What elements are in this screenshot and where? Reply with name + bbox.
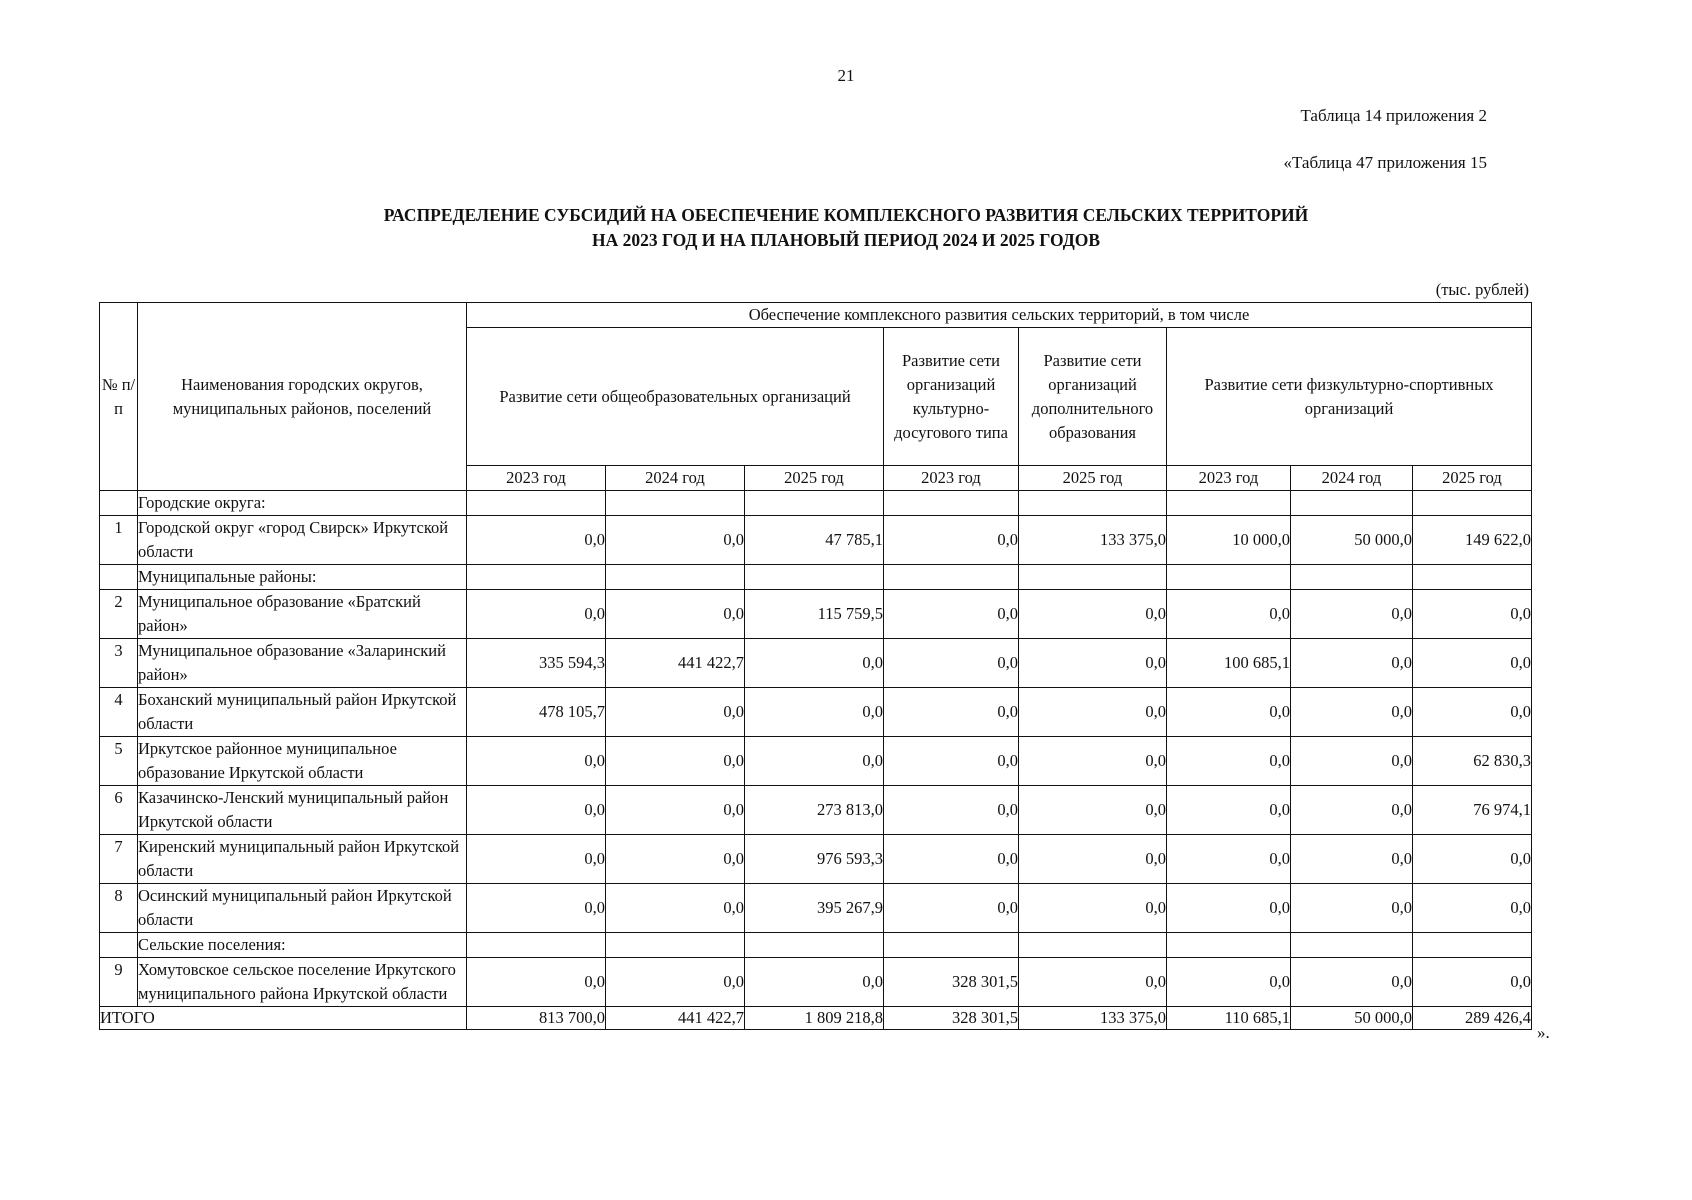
group-label: Сельские поселения:: [138, 933, 467, 958]
empty-cell: [1413, 933, 1532, 958]
page-number: 21: [837, 66, 855, 85]
value-cell: 0,0: [606, 786, 745, 835]
document-title: [0, 203, 1692, 253]
municipality-name: Иркутское районное муниципальное образование Иркутской области: [138, 737, 467, 786]
header-year: 2023 год: [1167, 466, 1291, 491]
total-label: ИТОГО: [100, 1007, 467, 1030]
value-cell: 0,0: [1019, 639, 1167, 688]
total-value: 813 700,0: [467, 1007, 606, 1030]
value-cell: 0,0: [1291, 590, 1413, 639]
document-title-line-1: РАСПРЕДЕЛЕНИЕ СУБСИДИЙ НА ОБЕСПЕЧЕНИЕ КОМПЛЕКСНОГО РАЗВИТИЯ СЕЛЬСКИХ ТЕРРИТОРИЙ: [383, 205, 1309, 225]
group-row: [100, 491, 1532, 516]
table-row: [100, 786, 1532, 835]
value-cell: 0,0: [1291, 688, 1413, 737]
table-reference: Таблица 14 приложения 2: [1300, 106, 1487, 125]
total-value: 110 685,1: [1167, 1007, 1291, 1030]
value-cell: 0,0: [467, 835, 606, 884]
value-cell: 0,0: [1413, 884, 1532, 933]
value-cell: 0,0: [884, 516, 1019, 565]
table-reference-secondary: «Таблица 47 приложения 15: [1283, 153, 1487, 172]
value-cell: 0,0: [1019, 786, 1167, 835]
subsidies-table: [99, 302, 1532, 1030]
value-cell: 0,0: [467, 590, 606, 639]
value-cell: 133 375,0: [1019, 516, 1167, 565]
value-cell: 62 830,3: [1413, 737, 1532, 786]
value-cell: 328 301,5: [884, 958, 1019, 1007]
empty-cell: [1019, 933, 1167, 958]
total-value: 289 426,4: [1413, 1007, 1532, 1030]
empty-cell: [1291, 491, 1413, 516]
row-number: 4: [100, 688, 138, 737]
empty-cell: [1167, 565, 1291, 590]
empty-cell: [1291, 565, 1413, 590]
empty-cell: [606, 491, 745, 516]
municipality-name: Муниципальное образование «Заларинский район»: [138, 639, 467, 688]
value-cell: 0,0: [884, 884, 1019, 933]
header-group: Обеспечение комплексного развития сельских территорий, в том числе: [467, 303, 1532, 328]
total-value: 328 301,5: [884, 1007, 1019, 1030]
value-cell: 395 267,9: [745, 884, 884, 933]
municipality-name: Муниципальное образование «Братский район»: [138, 590, 467, 639]
value-cell: 0,0: [606, 688, 745, 737]
value-cell: 0,0: [467, 958, 606, 1007]
table-row: [100, 835, 1532, 884]
value-cell: 100 685,1: [1167, 639, 1291, 688]
row-number: 2: [100, 590, 138, 639]
units-label: (тыс. рублей): [1435, 280, 1529, 299]
value-cell: 0,0: [745, 688, 884, 737]
value-cell: 0,0: [1019, 590, 1167, 639]
value-cell: 47 785,1: [745, 516, 884, 565]
header-name: Наименования городских округов, муниципальных районов, поселений: [138, 303, 467, 491]
value-cell: 0,0: [467, 884, 606, 933]
row-number: 6: [100, 786, 138, 835]
value-cell: 0,0: [1413, 590, 1532, 639]
value-cell: 149 622,0: [1413, 516, 1532, 565]
value-cell: 0,0: [1291, 737, 1413, 786]
empty-cell: [884, 565, 1019, 590]
value-cell: 0,0: [1291, 786, 1413, 835]
table-row: [100, 516, 1532, 565]
row-number: 3: [100, 639, 138, 688]
group-row: [100, 565, 1532, 590]
row-number: 5: [100, 737, 138, 786]
closing-quote: ».: [1537, 1023, 1550, 1042]
header-year: 2024 год: [606, 466, 745, 491]
table-row: [100, 958, 1532, 1007]
value-cell: 0,0: [1167, 737, 1291, 786]
municipality-name: Городской округ «город Свирск» Иркутской области: [138, 516, 467, 565]
group-label: Муниципальные районы:: [138, 565, 467, 590]
total-value: 1 809 218,8: [745, 1007, 884, 1030]
value-cell: 0,0: [606, 516, 745, 565]
value-cell: 0,0: [1291, 639, 1413, 688]
row-number: 1: [100, 516, 138, 565]
empty-cell: [1019, 491, 1167, 516]
value-cell: 0,0: [606, 884, 745, 933]
header-year: 2024 год: [1291, 466, 1413, 491]
value-cell: 0,0: [884, 835, 1019, 884]
total-value: 50 000,0: [1291, 1007, 1413, 1030]
value-cell: 0,0: [467, 516, 606, 565]
header-sports: Развитие сети физкультурно-спортивных организаций: [1167, 328, 1532, 466]
header-year: 2025 год: [1413, 466, 1532, 491]
header-year: 2025 год: [745, 466, 884, 491]
table-row: [100, 688, 1532, 737]
value-cell: 0,0: [1413, 835, 1532, 884]
empty-cell: [1019, 565, 1167, 590]
value-cell: 0,0: [1413, 688, 1532, 737]
total-value: 441 422,7: [606, 1007, 745, 1030]
empty-cell: [745, 565, 884, 590]
value-cell: 0,0: [1291, 958, 1413, 1007]
value-cell: 273 813,0: [745, 786, 884, 835]
total-row: [100, 1007, 1532, 1030]
value-cell: 0,0: [745, 639, 884, 688]
value-cell: 0,0: [1291, 835, 1413, 884]
header-cultural-leisure: Развитие сети организаций культурно-досугового типа: [884, 328, 1019, 466]
header-number: № п/п: [100, 303, 138, 491]
value-cell: 0,0: [1167, 786, 1291, 835]
empty-cell: [745, 491, 884, 516]
header-additional-education: Развитие сети организаций дополнительного образования: [1019, 328, 1167, 466]
value-cell: 0,0: [1167, 884, 1291, 933]
total-value: 133 375,0: [1019, 1007, 1167, 1030]
value-cell: 0,0: [606, 835, 745, 884]
value-cell: 0,0: [1167, 958, 1291, 1007]
empty-cell: [1167, 933, 1291, 958]
row-number: 8: [100, 884, 138, 933]
empty-cell: [467, 933, 606, 958]
value-cell: 115 759,5: [745, 590, 884, 639]
empty-cell: [1413, 491, 1532, 516]
value-cell: 0,0: [884, 786, 1019, 835]
value-cell: 10 000,0: [1167, 516, 1291, 565]
value-cell: 0,0: [1413, 958, 1532, 1007]
municipality-name: Осинский муниципальный район Иркутской области: [138, 884, 467, 933]
table-row: [100, 590, 1532, 639]
value-cell: 0,0: [1167, 590, 1291, 639]
value-cell: 0,0: [884, 688, 1019, 737]
value-cell: 478 105,7: [467, 688, 606, 737]
value-cell: 0,0: [745, 737, 884, 786]
empty-cell: [467, 565, 606, 590]
value-cell: 0,0: [1167, 688, 1291, 737]
municipality-name: Казачинско-Ленский муниципальный район Иркутской области: [138, 786, 467, 835]
header-year: 2023 год: [467, 466, 606, 491]
value-cell: 0,0: [884, 639, 1019, 688]
row-number: 7: [100, 835, 138, 884]
group-label: Городские округа:: [138, 491, 467, 516]
value-cell: 0,0: [745, 958, 884, 1007]
empty-cell: [606, 933, 745, 958]
value-cell: 0,0: [1019, 688, 1167, 737]
value-cell: 335 594,3: [467, 639, 606, 688]
empty-cell: [467, 491, 606, 516]
table-row: [100, 737, 1532, 786]
table-body: [100, 491, 1532, 1030]
group-number-cell: [100, 491, 138, 516]
value-cell: 441 422,7: [606, 639, 745, 688]
value-cell: 0,0: [1019, 884, 1167, 933]
table-row: [100, 639, 1532, 688]
value-cell: 0,0: [1019, 958, 1167, 1007]
empty-cell: [884, 491, 1019, 516]
value-cell: 0,0: [1019, 835, 1167, 884]
table-row: [100, 884, 1532, 933]
empty-cell: [606, 565, 745, 590]
value-cell: 0,0: [606, 737, 745, 786]
row-number: 9: [100, 958, 138, 1007]
municipality-name: Киренский муниципальный район Иркутской области: [138, 835, 467, 884]
value-cell: 0,0: [884, 590, 1019, 639]
group-number-cell: [100, 933, 138, 958]
municipality-name: Хомутовское сельское поселение Иркутского муниципального района Иркутской области: [138, 958, 467, 1007]
value-cell: 0,0: [606, 590, 745, 639]
empty-cell: [1167, 491, 1291, 516]
value-cell: 0,0: [1413, 639, 1532, 688]
value-cell: 0,0: [467, 737, 606, 786]
header-general-education: Развитие сети общеобразовательных организаций: [467, 328, 884, 466]
empty-cell: [1291, 933, 1413, 958]
value-cell: 0,0: [1167, 835, 1291, 884]
value-cell: 50 000,0: [1291, 516, 1413, 565]
group-row: [100, 933, 1532, 958]
header-year: 2025 год: [1019, 466, 1167, 491]
empty-cell: [745, 933, 884, 958]
value-cell: 0,0: [606, 958, 745, 1007]
empty-cell: [1413, 565, 1532, 590]
group-number-cell: [100, 565, 138, 590]
empty-cell: [884, 933, 1019, 958]
header-year: 2023 год: [884, 466, 1019, 491]
document-title-line-2: НА 2023 ГОД И НА ПЛАНОВЫЙ ПЕРИОД 2024 И 2025 ГОДОВ: [591, 230, 1101, 250]
value-cell: 0,0: [467, 786, 606, 835]
value-cell: 76 974,1: [1413, 786, 1532, 835]
municipality-name: Боханский муниципальный район Иркутской области: [138, 688, 467, 737]
value-cell: 0,0: [884, 737, 1019, 786]
value-cell: 976 593,3: [745, 835, 884, 884]
value-cell: 0,0: [1291, 884, 1413, 933]
value-cell: 0,0: [1019, 737, 1167, 786]
